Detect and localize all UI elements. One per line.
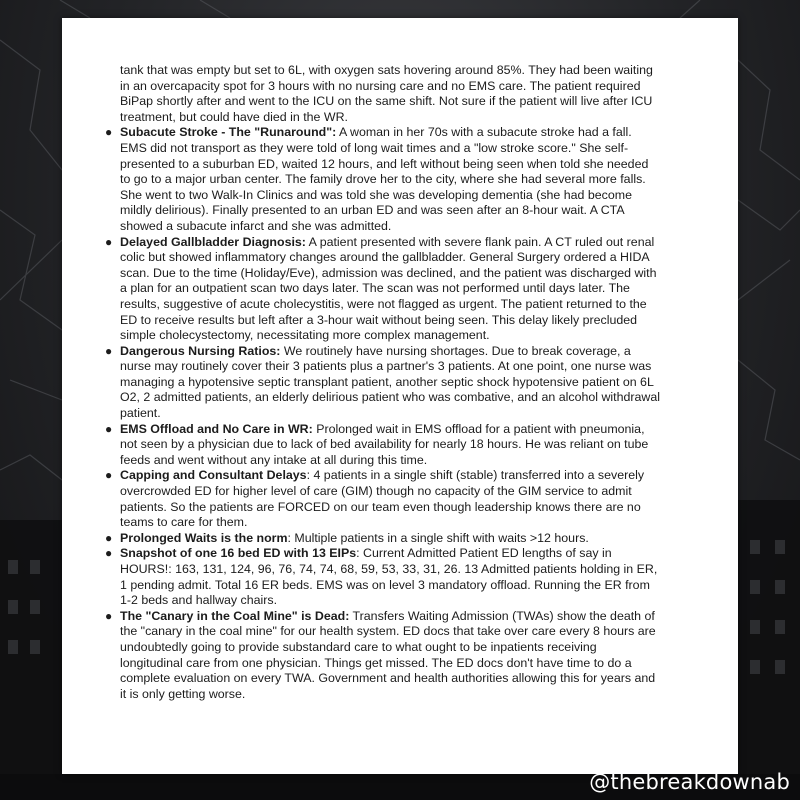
list-item-body: A patient presented with severe flank pain. A CT ruled out renal colic but showed inflammatory changes around the gallbladder. General Surgery ordered a HIDA scan. Due to the time (Holiday/Eve), admission was declined, and the patient was discharged with a plan for an outpatient scan two days later. The scan was not performed until days later. The results, suggestive of acute cholecystitis, were not flagged as urgent. The patient returned to the ED to receive results but left after a 3-hour wait without being seen. This delay likely precluded simple cholecystectomy, necessitating more complex management. xyxy=(120,234,657,343)
bullet-icon: ● xyxy=(105,546,113,561)
list-item-body: A woman in her 70s with a subacute stroke had a fall. EMS did not transport as they were told of long wait times and a "low stroke score." She self-presented to a suburban ED, waited 12 hours, and left without being seen when told she needed to go to a major urban center. The family drove her to the city, where she had several more falls. She went to two Walk-In Clinics and was told she was developing dementia (she had become mildly delirious). Finally presented to an urban ED and was seen after an 8-hour wait. A CTA showed a subacute infarct and she was admitted. xyxy=(120,125,649,233)
list-item xyxy=(105,468,660,530)
list-item xyxy=(105,343,660,422)
list-item-body: Transfers Waiting Admission (TWAs) show the death of the "canary in the coal mine" for our health system. ED docs that take over care every 8 hours are undoubtedly going to provide substandard care to what ought to be inpatients receiving longitudinal care from one physician. Things get missed. The ED docs don't have time to do a complete evaluation on every TWA. Government and health authorities allowing this for years and it is only getting worse. xyxy=(120,608,656,701)
list-item-title: Dangerous Nursing Ratios: xyxy=(120,343,281,358)
list-item xyxy=(105,234,660,344)
list-item-title: Prolonged Waits is the norm xyxy=(120,530,288,545)
bullet-icon: ● xyxy=(105,608,113,623)
list-item-body: : 4 patients in a single shift (stable) transferred into a severely overcrowded ED for higher level of care (GIM) though no capacity of the GIM service to admit patients. So the patients are FORCED on our team even though leadership knows there are no teams to care for them. xyxy=(120,468,645,530)
list-item-body: : Current Admitted Patient ED lengths of say in HOURS!: 163, 131, 124, 96, 76, 74, 74, 68, 59, 53, 33, 31, 26. 13 Admitted patients holding in ER, 1 pending admit. Total 16 ER beds. EMS was on level 3 mandatory offload. Running the ER from 1-2 beds and hallway chairs. xyxy=(120,546,658,608)
list-item-title: The "Canary in the Coal Mine" is Dead: xyxy=(120,608,350,623)
document-content xyxy=(105,63,660,702)
list-item-title: Subacute Stroke - The "Runaround": xyxy=(120,125,337,140)
list-item xyxy=(105,530,660,547)
list-item-body: We routinely have nursing shortages. Due to break coverage, a nurse may routinely cover their 3 patients plus a partner's 3 patients. At one point, one nurse was managing a hypotensive septic transplant patient, another septic shock hypotensive patient on 6L O2, 2 admitted patients, an elderly delirious patient who was combative, and an alcohol withdrawal patient. xyxy=(120,343,660,421)
list-item-body: Prolonged wait in EMS offload for a patient with pneumonia, not seen by a physician due to lack of bed availability for nearly 18 hours. He was reliant on tube feeds and went without any intake at all during this time. xyxy=(120,421,649,467)
bullet-icon: ● xyxy=(105,125,113,140)
intro-paragraph: tank that was empty but set to 6L, with oxygen sats hovering around 85%. They had been waiting in an overcapacity spot for 3 hours with no nursing care and no EMS care. The patient required BiPap shortly after and went to the ICU on the same shift. Not sure if the patient will live after ICU treatment, but could have died in the WR. xyxy=(120,63,653,124)
bullet-icon: ● xyxy=(105,530,113,545)
bullet-icon: ● xyxy=(105,468,113,483)
bullet-icon: ● xyxy=(105,234,113,249)
watermark-handle: @thebreakdownab xyxy=(589,770,790,794)
list-item-body: : Multiple patients in a single shift with waits >12 hours. xyxy=(287,530,589,545)
list-item-title: Delayed Gallbladder Diagnosis: xyxy=(120,234,306,249)
list-item-title: Snapshot of one 16 bed ED with 13 EIPs xyxy=(120,546,357,561)
list-item xyxy=(105,421,660,469)
bullet-list xyxy=(105,125,660,702)
bullet-icon: ● xyxy=(105,343,113,358)
list-item-title: Capping and Consultant Delays xyxy=(120,468,307,483)
list-item xyxy=(105,546,660,608)
list-item-title: EMS Offload and No Care in WR: xyxy=(120,421,313,436)
list-item xyxy=(105,125,660,234)
list-item xyxy=(105,608,660,703)
bullet-icon: ● xyxy=(105,421,113,436)
